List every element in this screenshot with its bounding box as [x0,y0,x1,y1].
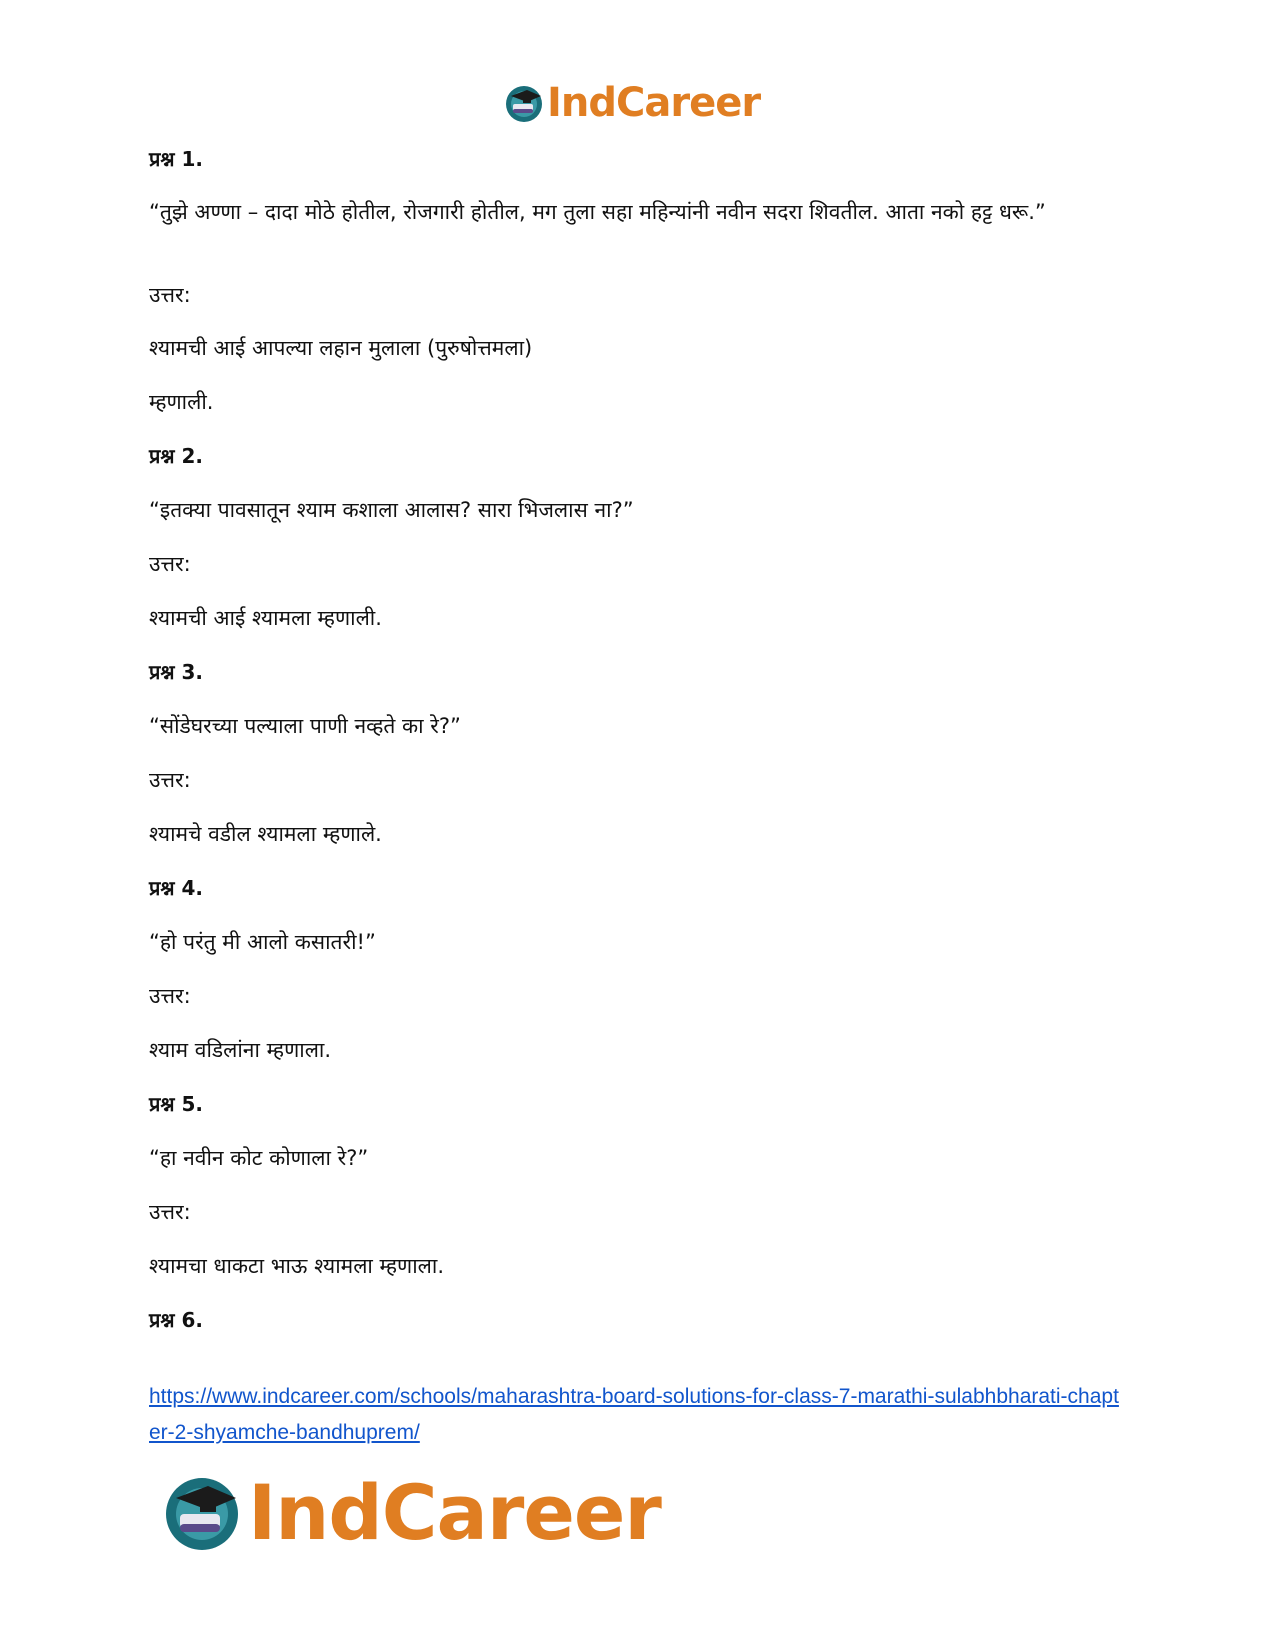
answer-label: उत्तर: [149,552,191,576]
question-quote: “सोंडेघरच्या पल्याला पाणी नव्हते का रे?” [149,714,461,738]
question-quote-1 [149,196,1129,228]
answer-text-5 [149,1250,1129,1282]
question-label: प्रश्न 1. [149,147,203,171]
question-label: प्रश्न 6. [149,1308,203,1332]
question-quote-4 [149,926,1129,958]
question-quote: “तुझे अण्णा – दादा मोठे होतील, रोजगारी होतील, मग तुला सहा महिन्यांनी नवीन सदरा शिवतील. आता नको हट्ट धरू.” [149,200,1046,224]
question-block-1 [149,143,1129,175]
answer-text-1a [149,332,1129,364]
answer-text-4 [149,1034,1129,1066]
answer-label-4 [149,980,1129,1012]
question-label-6 [149,1304,1129,1336]
answer-text-2 [149,602,1129,634]
indcareer-logo-top [503,78,760,128]
question-label-3 [149,656,1129,688]
question-label: प्रश्न 3. [149,660,203,684]
question-label: प्रश्न 2. [149,444,203,468]
question-label: प्रश्न 5. [149,1092,203,1116]
answer-text: श्यामचा धाकटा भाऊ श्यामला म्हणाला. [149,1254,445,1278]
question-quote: “इतक्या पावसातून श्याम कशाला आलास? सारा भिजलास ना?” [149,498,634,522]
answer-text: श्यामचे वडील श्यामला म्हणाले. [149,822,382,846]
answer-label-5 [149,1196,1129,1228]
answer-label-3 [149,764,1129,796]
question-quote: “हा नवीन कोट कोणाला रे?” [149,1146,369,1170]
question-label-4 [149,872,1129,904]
answer-text-1b [149,386,1129,418]
logo-wordmark: IndCareer [248,1467,661,1557]
answer-text: श्यामची आई आपल्या लहान मुलाला (पुरुषोत्तमला) [149,336,533,360]
question-label: प्रश्न 4. [149,876,203,900]
question-quote: “हो परंतु मी आलो कसातरी!” [149,930,376,954]
graduation-globe-icon [503,82,545,124]
answer-text: म्हणाली. [149,390,214,414]
question-quote-2 [149,494,1129,526]
source-url-link[interactable]: https://www.indcareer.com/schools/maharashtra-board-solutions-for-class-7-marathi-sulabhbharati-chapter-2-shyamche-bandhuprem/ [149,1385,1119,1444]
question-quote-3 [149,710,1129,742]
answer-label: उत्तर: [149,984,191,1008]
answer-text-3 [149,818,1129,850]
answer-label: उत्तर: [149,283,191,307]
answer-label-2 [149,548,1129,580]
question-label-2 [149,440,1129,472]
graduation-globe-icon [160,1470,244,1554]
answer-label: उत्तर: [149,1200,191,1224]
answer-label-1 [149,279,1129,311]
answer-text: श्यामची आई श्यामला म्हणाली. [149,606,382,630]
indcareer-logo-bottom [160,1467,661,1557]
answer-text: श्याम वडिलांना म्हणाला. [149,1038,332,1062]
answer-label: उत्तर: [149,768,191,792]
question-quote-5 [149,1142,1129,1174]
logo-wordmark: IndCareer [547,80,761,126]
question-label-5 [149,1088,1129,1120]
